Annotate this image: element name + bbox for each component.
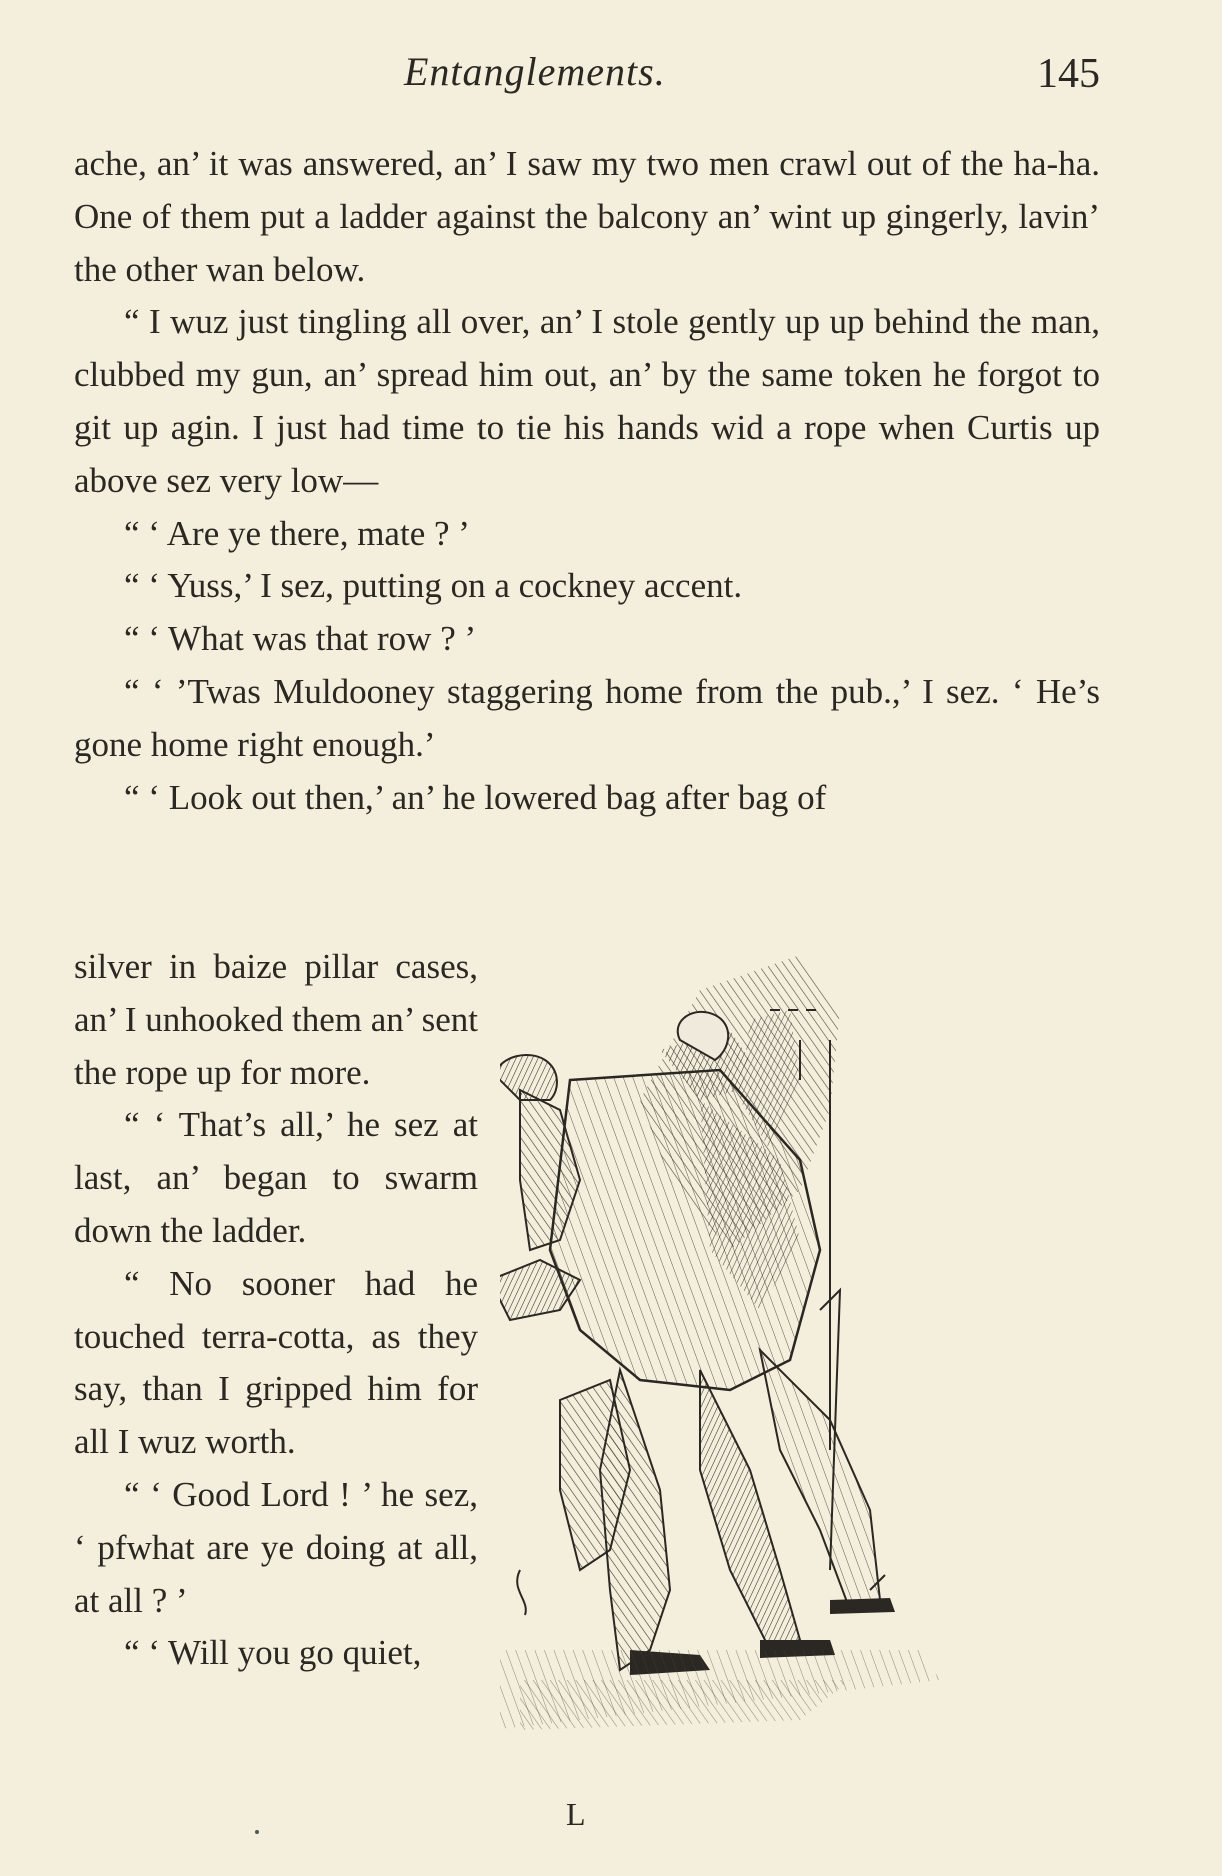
paragraph: “ ‘ Are ye there, mate ? ’	[124, 513, 470, 553]
running-head	[74, 48, 1100, 108]
page-number: 145	[1037, 51, 1100, 97]
paragraph: “ No sooner had he touched terra-cotta, as they say, than I gripped him for all I wuz worth.	[74, 1263, 478, 1462]
signature-mark: L	[566, 1796, 586, 1832]
paragraph: “ ‘ ’Twas Muldooney staggering home from the pub.,’ I sez. ‘ He’s gone home right enough.’	[74, 671, 1100, 764]
print-speck	[255, 1830, 259, 1834]
paragraph: “ ‘ Yuss,’ I sez, putting on a cockney accent.	[124, 566, 743, 606]
engraving-two-men-struggling-icon	[500, 950, 1080, 1730]
paragraph: “ ‘ Good Lord ! ’ he sez, ‘ pfwhat are ye doing at all, at all ? ’	[74, 1474, 478, 1620]
paragraph: ache, an’ it was answered, an’ I saw my two men crawl out of the ha-ha. One of them put a ladder against the balcony an’ wint up gingerly, lavin’ the other wan below.	[74, 144, 1100, 289]
paragraph: “ ‘ What was that row ? ’	[124, 619, 477, 659]
running-title: Entanglements.	[404, 49, 666, 94]
wrapped-text-column	[74, 941, 478, 1680]
paragraph: “ I wuz just tingling all over, an’ I stole gently up up behind the man, clubbed my gun, an’ spread him out, an’ by the same token he forgot to git up agin. I just had time to tie his hands wid a rope when Curtis up above sez very low—	[74, 302, 1100, 500]
paragraph: silver in baize pillar cases, an’ I unhooked them an’ sent the rope up for more.	[74, 947, 478, 1092]
paragraph: “ ‘ Look out then,’ an’ he lowered bag after bag of	[124, 777, 827, 817]
body-text	[74, 138, 1100, 824]
paragraph: “ ‘ That’s all,’ he sez at last, an’ began to swarm down the ladder.	[74, 1105, 478, 1250]
paragraph: “ ‘ Will you go quiet,	[124, 1633, 422, 1673]
